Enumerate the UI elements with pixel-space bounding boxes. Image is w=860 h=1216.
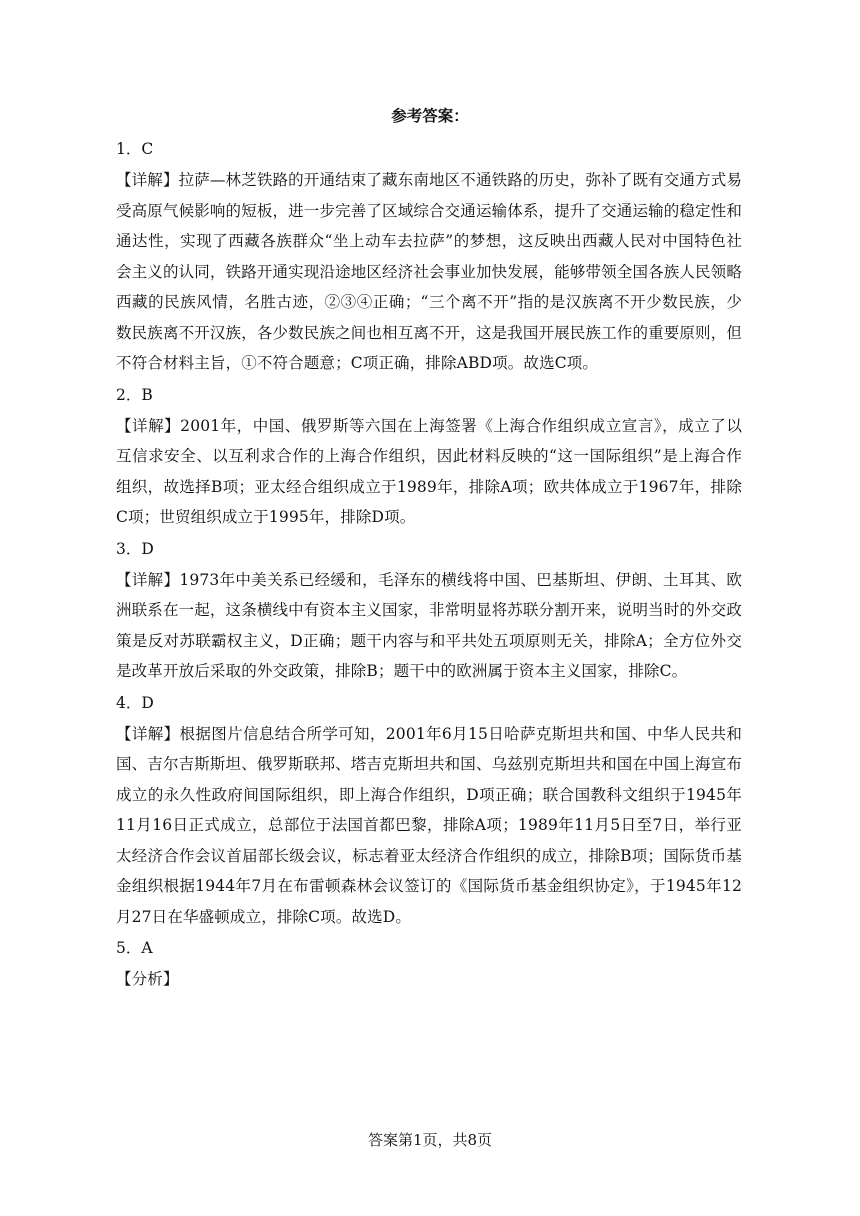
answer-list (116, 133, 742, 995)
answer-number: 3．D (116, 539, 154, 558)
answer-number: 1．C (116, 140, 154, 158)
answer-detail: 【分析】 (116, 970, 179, 988)
page-footer: 答案第1页，共8页 (367, 1131, 493, 1149)
answer-item-4 (116, 687, 742, 933)
answer-item-1 (116, 133, 742, 379)
answer-item-2 (116, 379, 742, 533)
answer-detail: 【详解】拉萨—林芝铁路的开通结束了藏东南地区不通铁路的历史，弥补了既有交通方式易受高原气候影响的短板，进一步完善了区域综合交通运输体系，提升了交通运输的稳定性和通达性，实现了西藏各族群众“坐上动车去拉萨”的梦想，这反映出西藏人民对中国特色社会主义的认同，铁路开通实现沿途地区经济社会事业加快发展，能够带领全国各族人民领略西藏的民族风情，名胜古迹，②③④正确；“三个离不开”指的是汉族离不开少数民族，少数民族离不开汉族，各少数民族之间也相互离不开，这是我国开展民族工作的重要原则，但不符合材料主旨，①不符合题意；C项正确，排除ABD项。故选C项。 (116, 171, 743, 372)
answer-detail: 【详解】1973年中美关系已经缓和，毛泽东的横线将中国、巴基斯坦、伊朗、土耳其、欧洲联系在一起，这条横线中有资本主义国家，非常明显将苏联分割开来，说明当时的外交政策是反对苏联霸权主义，D正确；题干内容与和平共处五项原则无关，排除A；全方位外交是改革开放后采取的外交政策，排除B；题干中的欧洲属于资本主义国家，排除C。 (116, 570, 743, 680)
answer-item-3 (116, 533, 742, 687)
answer-number: 4．D (116, 693, 154, 712)
answer-detail: 【详解】2001年，中国、俄罗斯等六国在上海签署《上海合作组织成立宣言》，成立了以互信求安全、以互利求合作的上海合作组织，因此材料反映的“这一国际组织”是上海合作组织，故选择B项；亚太经合组织成立于1989年，排除A项；欧共体成立于1967年，排除C项；世贸组织成立于1995年，排除D项。 (116, 416, 742, 526)
page-title: 参考答案： (391, 106, 469, 125)
answer-detail: 【详解】根据图片信息结合所学可知，2001年6月15日哈萨克斯坦共和国、中华人民共和国、吉尔吉斯斯坦、俄罗斯联邦、塔吉克斯坦共和国、乌兹别克斯坦共和国在中国上海宣布成立的永久性政府间国际组织，即上海合作组织，D项正确；联合国教科文组织于1945年11月16日正式成立，总部位于法国首都巴黎，排除A项；1989年11月5日至7日，举行亚太经济合作会议首届部长级会议，标志着亚太经济合作组织的成立，排除B项；国际货币基金组织根据1944年7月在布雷顿森林会议签订的《国际货币基金组织协定》，于1945年12月27日在华盛顿成立，排除C项。故选D。 (116, 724, 743, 926)
answer-number: 5．A (116, 939, 153, 957)
answer-item-5 (116, 932, 742, 995)
answer-number: 2．B (116, 385, 153, 404)
